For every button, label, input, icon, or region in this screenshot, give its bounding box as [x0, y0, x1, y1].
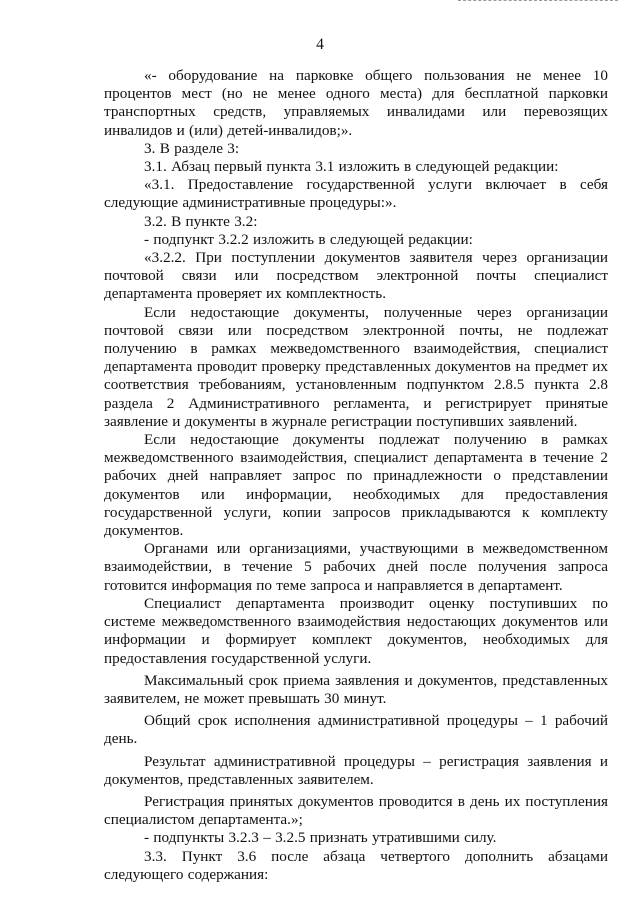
paragraph-result: Результат административной процедуры – регистрация заявления и документов, представленных заявителем.	[104, 752, 608, 788]
paragraph-missing-docs-not-interagency: Если недостающие документы, полученные через организации почтовой связи или посредством электронной почты, не подлежат получению в рамках межведомственного взаимодействия, специалист департамента проводит проверку представленных документов на предмет их соответствия требованиям, установленным подпунктом 2.8.5 пункта 2.8 раздела 2 Административного регламента, и регистрирует принятые заявление и документы в журнале регистрации поступивших заявлений.	[104, 303, 608, 430]
paragraph-parking-equipment: «- оборудование на парковке общего пользования не менее 10 процентов мест (но не менее одного места) для бесплатной парковки транспортных средств, управляемых инвалидами или перевозящих инвалидов и (или) детей-инвалидов;».	[104, 67, 608, 139]
paragraph-3-2-2-quote: «3.2.2. При поступлении документов заявителя через организации почтовой связи или посредством электронной почты специалист департамента проверяет их комплектность.	[104, 249, 608, 303]
paragraph-subitems-void: - подпункты 3.2.3 – 3.2.5 признать утратившими силу.	[144, 829, 497, 847]
paragraph-3-2-2-intro: - подпункт 3.2.2 изложить в следующей редакции:	[144, 230, 473, 248]
paragraph-max-time: Максимальный срок приема заявления и документов, представленных заявителем, не может превышать 30 минут.	[104, 671, 608, 707]
paragraph-missing-docs-interagency: Если недостающие документы подлежат получению в рамках межведомственного взаимодействия, специалист департамента в течение 2 рабочих дней направляет запрос по принадлежности о представлении документов или информации, необходимых для предоставления государственной услуги, копии запросов прикладываются к комплекту документов.	[104, 431, 608, 540]
scan-edge-marks	[458, 0, 618, 4]
paragraph-specialist-evaluation: Специалист департамента производит оценку поступивших по системе межведомственного взаимодействия недостающих документов или информации и формирует комплект документов, необходимых для предоставления государственной услуги.	[104, 594, 608, 667]
paragraph-3-1-quote: «3.1. Предоставление государственной услуги включает в себя следующие административные процедуры:».	[104, 176, 608, 212]
paragraph-3-1: 3.1. Абзац первый пункта 3.1 изложить в следующей редакции:	[144, 158, 559, 176]
paragraph-3-3: 3.3. Пункт 3.6 после абзаца четвертого дополнить абзацами следующего содержания:	[104, 847, 608, 883]
paragraph-organizations-response: Органами или организациями, участвующими в межведомственном взаимодействии, в течение 5 рабочих дней после получения запроса готовится информация по теме запроса и направляется в департамент.	[104, 540, 608, 594]
paragraph-total-time: Общий срок исполнения административной процедуры – 1 рабочий день.	[104, 712, 608, 748]
document-body	[104, 67, 608, 884]
page-number: 4	[316, 36, 324, 53]
paragraph-section-3: 3. В разделе 3:	[144, 139, 240, 157]
paragraph-3-2: 3.2. В пункте 3.2:	[144, 212, 258, 230]
paragraph-registration: Регистрация принятых документов проводится в день их поступления специалистом департамента.»;	[104, 792, 608, 829]
